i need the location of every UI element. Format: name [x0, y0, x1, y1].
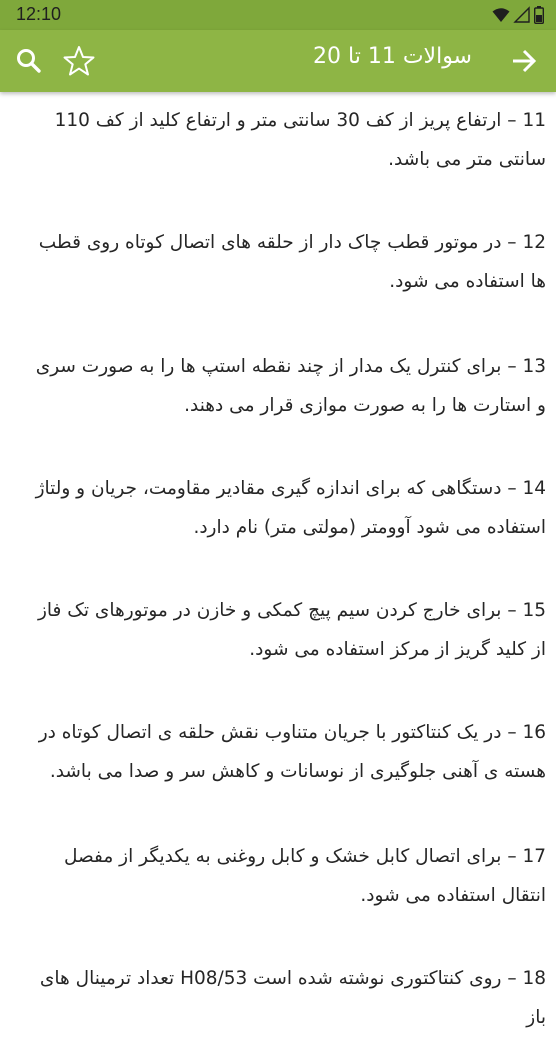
questions-list[interactable]: [0, 92, 556, 1028]
back-button[interactable]: [510, 47, 538, 75]
search-button[interactable]: [14, 46, 44, 76]
star-outline-icon: [62, 44, 96, 78]
page-title: سوالات 11 تا 20: [313, 44, 472, 69]
cell-signal-icon: [514, 7, 530, 23]
status-time: 12:10: [16, 4, 62, 24]
list-item: 17 – برای اتصال کابل خشک و کابل روغنی به یکدیگر از مفصل انتقال استفاده می شود.: [63, 846, 546, 906]
list-item: 14 – دستگاهی که برای اندازه گیری مقادیر مقاومت، جریان و ولتاژ استفاده می شود آوومتر (مولتی متر) نام دارد.: [35, 478, 546, 538]
list-item: 15 – برای خارج کردن سیم پیچ کمکی و خازن در موتورهای تک فاز از کلید گریز از مرکز استفاده می شود.: [37, 600, 546, 660]
list-item: 16 – در یک کنتاکتور با جریان متناوب نقش حلقه ی اتصال کوتاه در هسته ی آهنی جلوگیری از نوسانات و کاهش سر و صدا می باشد.: [38, 722, 546, 782]
wifi-icon: [492, 7, 510, 23]
list-item: 13 – برای کنترل یک مدار از چند نقطه استپ ها را به صورت سری و استارت ها را به صورت موازی قرار می دهند.: [35, 356, 546, 416]
list-item: 18 – روی کنتاکتوری نوشته شده است H08/53 تعداد ترمینال های باز: [39, 968, 546, 1028]
search-icon: [14, 46, 44, 76]
list-item: 12 – در موتور قطب چاک دار از حلقه های اتصال کوتاه روی قطب ها استفاده می شود.: [38, 232, 546, 292]
app-bar: [0, 30, 556, 92]
arrow-right-icon: [510, 47, 538, 75]
favorite-button[interactable]: [62, 44, 96, 78]
list-item: 11 – ارتفاع پریز از کف 30 سانتی متر و ارتفاع کلید از کف 110 سانتی متر می باشد.: [54, 110, 546, 170]
status-icons: [492, 6, 544, 24]
battery-icon: [534, 6, 544, 24]
status-bar: [0, 0, 556, 30]
